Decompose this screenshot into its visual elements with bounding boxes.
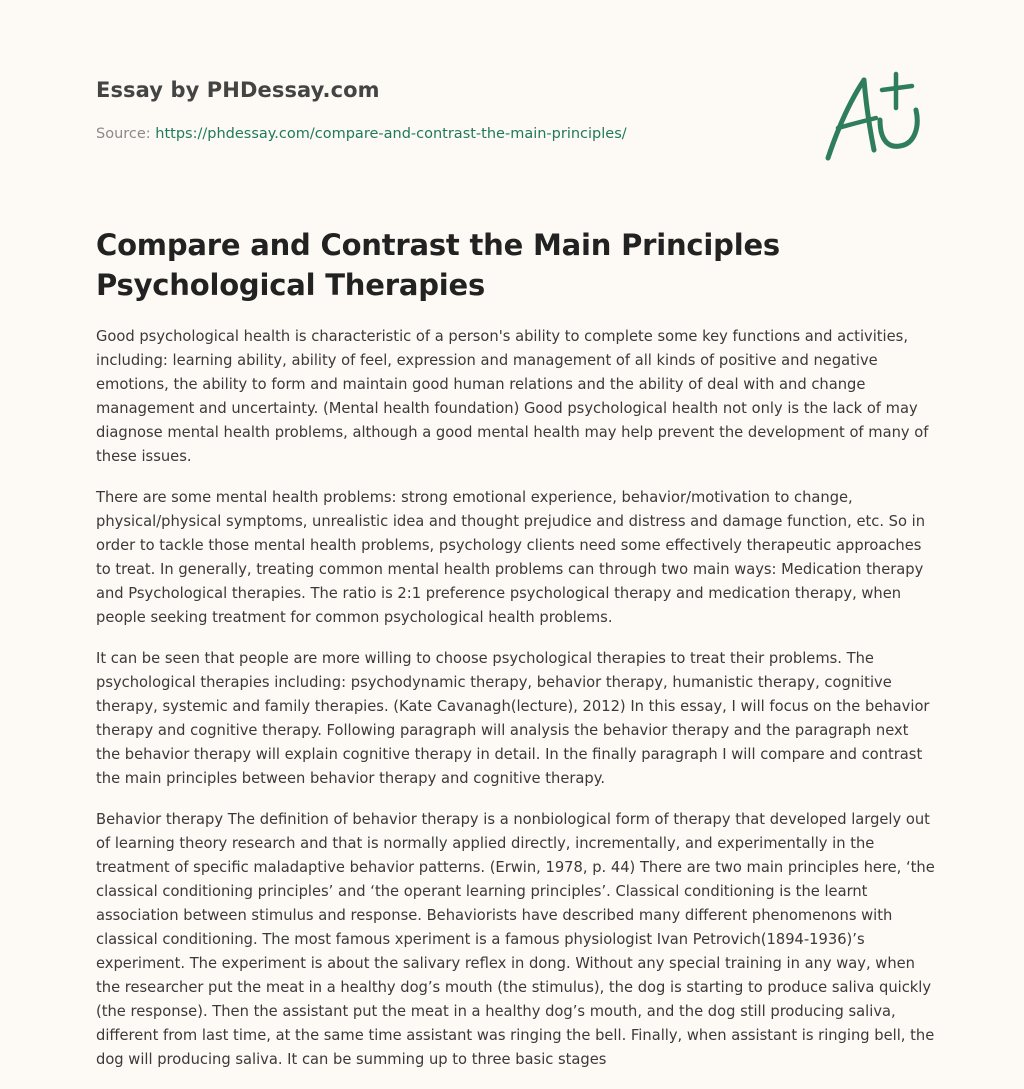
source-label: Source: bbox=[96, 126, 151, 142]
paragraph: Good psychological health is characteristic of a person's ability to complete some key functions and activities, including: learning ability, ability of feel, expression and management of all kinds of positive and negative emotions, the ability to form and maintain good human relations and the ability of deal with and change management and uncertainty. (Mental health foundation) Good psychological health not only is the lack of may diagnose mental health problems, although a good mental health may help prevent the development of many of these issues. bbox=[96, 328, 929, 465]
paragraph: There are some mental health problems: strong emotional experience, behavior/motivation to change, physical/physical symptoms, unrealistic idea and thought prejudice and distress and damage function, etc. So in order to tackle those mental health problems, psychology clients need some effectively therapeutic approaches to treat. In generally, treating common mental health problems can through two main ways: Medication therapy and Psychological therapies. The ratio is 2:1 preference psychological therapy and medication therapy, when people seeking treatment for common psychological health problems. bbox=[96, 489, 926, 626]
site-title: Essay by PHDessay.com bbox=[96, 78, 380, 102]
essay-title: Compare and Contrast the Main Principles Psychological Therapies bbox=[96, 228, 780, 302]
paragraph: It can be seen that people are more willing to choose psychological therapies to treat their problems. The psychological therapies including: psychodynamic therapy, behavior therapy, humanistic therapy, cognitive therapy, systemic and family therapies. (Kate Cavanagh(lecture), 2012) In this essay, I will focus on the behavior therapy and cognitive therapy. Following paragraph will analysis the behavior therapy and the paragraph next the behavior therapy will explain cognitive therapy in detail. In the finally paragraph I will compare and contrast the main principles between behavior therapy and cognitive therapy. bbox=[96, 650, 930, 787]
essay-body bbox=[96, 325, 936, 1089]
page-header bbox=[96, 74, 796, 144]
source-line bbox=[96, 124, 796, 144]
source-link[interactable]: https://phdessay.com/compare-and-contrast-the-main-principles/ bbox=[155, 126, 627, 142]
a-plus-logo-icon bbox=[822, 68, 926, 164]
paragraph: Behavior therapy The definition of behavior therapy is a nonbiological form of therapy that developed largely out of learning theory research and that is normally applied directly, incrementally, and experimentally in the treatment of specific maladaptive behavior patterns. (Erwin, 1978, p. 44) There are two main principles here, ‘the classical conditioning principles’ and ‘the operant learning principles’. Classical conditioning is the learnt association between stimulus and response. Behaviorists have described many different phenomenons with classical conditioning. The most famous xperiment is a famous physiologist Ivan Petrovich(1894-1936)’s experiment. The experiment is about the salivary reflex in dong. Without any special training in any way, when the researcher put the meat in a healthy dog’s mouth (the stimulus), the dog is starting to produce saliva quickly (the response). Then the assistant put the meat in a healthy dog’s mouth, and the dog still producing saliva, different from last time, at the same time assistant was ringing the bell. Finally, when assistant is ringing bell, the dog will producing saliva. It can be summing up to three basic stages bbox=[96, 811, 935, 1068]
